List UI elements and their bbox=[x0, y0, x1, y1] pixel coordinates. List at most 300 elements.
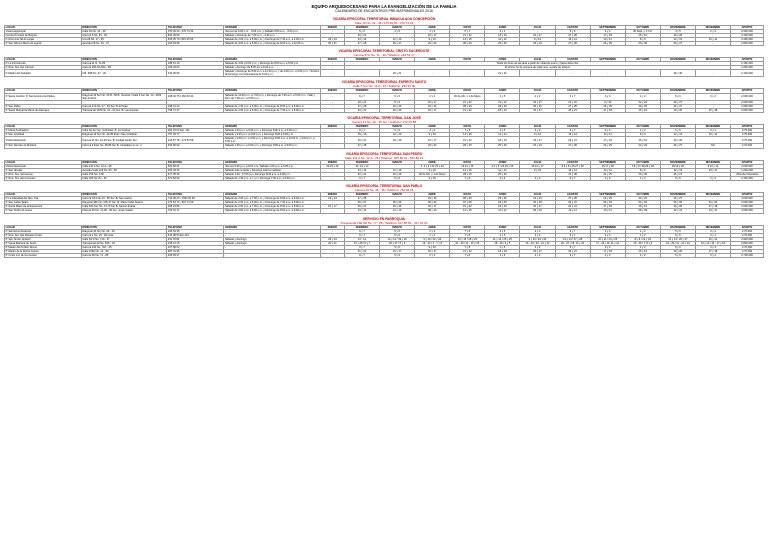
table-cell: - bbox=[320, 133, 344, 137]
table-cell: 15 - 29 / 7, 8 y 9 bbox=[625, 241, 660, 245]
table-cell: Sábado 1:45 p.m. a 6:00 p.m. y Domingo 8:00 a.m. a 5:00 p.m. bbox=[224, 144, 321, 148]
table-cell: 8 y 9 bbox=[625, 168, 660, 172]
table-cell: 26 y 27 bbox=[380, 41, 415, 45]
column-header: NOVIEMBRE bbox=[660, 57, 695, 61]
section-subtitle: Transversal 15E 8H No. 77 - 85 / Teléfono: 617 85 81 - 317 01 03 bbox=[340, 220, 428, 225]
column-header: MAYO bbox=[450, 57, 485, 61]
table-cell: 227 68 02 bbox=[167, 245, 224, 249]
table-cell: - bbox=[320, 176, 344, 180]
column-header: JUNIO bbox=[485, 57, 520, 61]
column-header: APORTE bbox=[731, 89, 764, 93]
table-cell: 14 y 15 bbox=[450, 209, 485, 213]
table-cell: 7 y 8 bbox=[450, 254, 485, 258]
table-cell: 2.70.000 bbox=[731, 144, 764, 148]
table-cell-span: El primer fin de semana de cada mes, a partir de febrero bbox=[344, 66, 730, 70]
column-header: OCTUBRE bbox=[625, 125, 660, 129]
column-header: OCTUBRE bbox=[625, 25, 660, 29]
table-cell: 462 56 92 bbox=[167, 144, 224, 148]
table-cell: 20 y 21 bbox=[555, 250, 590, 254]
column-header: AGOSTO bbox=[555, 225, 590, 229]
table-cell: 2.100.000 bbox=[731, 70, 764, 77]
column-header: FEBRERO bbox=[344, 225, 379, 229]
column-header: NOVIEMBRE bbox=[660, 25, 695, 29]
table-cell: 06 y 07 bbox=[555, 201, 590, 205]
column-header: ABRIL bbox=[415, 25, 450, 29]
table-row bbox=[5, 108, 764, 112]
table-cell: Calle 156 No 7H - 40 bbox=[81, 176, 167, 180]
table-cell: Carrera 17A No. 17 - 63 Sur. B. El Tejar bbox=[81, 104, 167, 108]
table-cell: 3.100.000 bbox=[731, 33, 764, 37]
table-cell: 03 y 04 bbox=[695, 201, 730, 205]
table-cell: Carrera 104 No. 71D - 25 bbox=[81, 245, 167, 249]
table-cell: 26 y 27 / 5 y 6 bbox=[380, 241, 415, 245]
table-cell: 10 y 11 bbox=[590, 209, 625, 213]
table-cell: Diagonal 30 Sur No. 26 - 16 bbox=[81, 229, 167, 233]
document-subtitle: CALENDARIO DE ENCUENTROS PRE-MATRIMONIALES 2016 bbox=[335, 9, 433, 13]
column-header: FEBRERO bbox=[344, 89, 379, 93]
table-cell: 25 y 26 bbox=[485, 197, 520, 201]
table-cell: 23 y 24 bbox=[520, 197, 555, 201]
table-cell: 27 y 28 bbox=[344, 144, 379, 148]
table-cell: 30 y 31 bbox=[520, 104, 555, 108]
table-cell: 13 y 14 bbox=[344, 37, 379, 41]
table-cell: 831 33 53 bbox=[167, 33, 224, 37]
table-cell: P. San Damián de Molokai bbox=[5, 144, 82, 148]
table-cell: 5 y 6 bbox=[660, 233, 695, 237]
table-cell: 5 y 6 bbox=[380, 93, 415, 100]
table-cell: 6 y 7 bbox=[344, 233, 379, 237]
table-cell: 17 y 18 bbox=[590, 205, 625, 209]
table-cell: 5 y 6 bbox=[380, 245, 415, 249]
table-cell: 20 y 21 bbox=[555, 108, 590, 112]
table-cell: - bbox=[320, 209, 344, 213]
table-cell: - bbox=[695, 41, 730, 45]
table-cell: - bbox=[380, 197, 415, 201]
table-cell: 3 y 4 bbox=[590, 254, 625, 258]
table-cell: 3.400.000 bbox=[731, 37, 764, 41]
column-header: JULIO bbox=[520, 160, 555, 164]
table-cell: 520 82 21 bbox=[167, 164, 224, 168]
table-cell: 3.000.000 bbox=[731, 108, 764, 112]
table-cell: 3 y 4 bbox=[695, 254, 730, 258]
table-cell: 9 y 10 bbox=[415, 37, 450, 41]
column-header: HORARIO bbox=[224, 125, 321, 129]
table-cell: 20 y 21 bbox=[344, 137, 379, 144]
column-header: OCTUBRE bbox=[625, 193, 660, 197]
table-cell: 6 y 7 bbox=[555, 233, 590, 237]
table-cell: - bbox=[320, 254, 344, 258]
table-cell: 19 y 20 bbox=[660, 108, 695, 112]
table-cell: Carrera 36 No. 17-09 - 36 Sur. Jorge Gaitán bbox=[81, 209, 167, 213]
table-cell: 2 y 3 bbox=[520, 254, 555, 258]
column-header: ENERO bbox=[320, 57, 344, 61]
table-cell: 12 y 13 / 26 y 27 bbox=[660, 237, 695, 241]
table-cell: 27 y 28 bbox=[555, 33, 590, 37]
table-cell: Comité Primado de Bogotá bbox=[5, 33, 82, 37]
column-header: AGOSTO bbox=[555, 57, 590, 61]
column-header: AGOSTO bbox=[555, 25, 590, 29]
vicaria-section bbox=[4, 17, 764, 46]
column-header: JUNIO bbox=[485, 89, 520, 93]
table-cell: 17 y 18 bbox=[695, 250, 730, 254]
table-cell: 25 y 26 bbox=[485, 172, 520, 176]
table-cell: 1 y 2 bbox=[625, 233, 660, 237]
table-cell: 315 14 15 bbox=[167, 241, 224, 245]
table-cell: 15 y 16 bbox=[625, 33, 660, 37]
table-cell: Calle 138A No. 12 - 50 bbox=[81, 250, 167, 254]
table-cell: 16 - 23 / 20 - 21 y 22 bbox=[520, 241, 555, 245]
table-cell: 5 y 6 bbox=[380, 176, 415, 180]
column-header: APORTE bbox=[731, 160, 764, 164]
table-cell: Viernes de 6:30 p.m. - 9:00 p.m. y Sábado 8:00 a.m. - 6:00 p.m. bbox=[224, 29, 321, 33]
table-cell: 2 y 3 bbox=[520, 129, 555, 133]
table-cell: Sábado 2:00 p.m. a 6:00 p.m. y Domingo 8:00 a.m. a 6:00 p.m. bbox=[224, 129, 321, 133]
sections-container bbox=[4, 17, 764, 259]
table-cell: 5 y 6 bbox=[380, 129, 415, 133]
document-title: EQUIPO ARQUIDIOCESANO PARA LA EVANGELIZACIÓN DE LA FAMILIA bbox=[311, 4, 457, 9]
column-header: ABRIL bbox=[415, 193, 450, 197]
table-cell: 9 y 10 bbox=[415, 168, 450, 172]
column-header: DICIEMBRE bbox=[695, 57, 730, 61]
table-cell: Calle 153 No. A 50 bbox=[81, 172, 167, 176]
column-header: APORTE bbox=[731, 125, 764, 129]
table-cell: 298 23 86 bbox=[167, 205, 224, 209]
table-cell: 23 y 24 bbox=[520, 144, 555, 148]
table-cell: 249 33 64 bbox=[167, 66, 224, 70]
table-cell: 2.900.000 bbox=[731, 104, 764, 108]
table-cell: 23 y 24 bbox=[320, 37, 344, 41]
table-cell: 27 y 28 bbox=[344, 104, 379, 108]
table-cell: 2.75.000 bbox=[731, 133, 764, 137]
table-cell: 16 y 17 bbox=[520, 137, 555, 144]
table-cell: - bbox=[320, 168, 344, 172]
table-cell: 2.150.000 bbox=[731, 62, 764, 66]
column-header: MAYO bbox=[450, 125, 485, 129]
column-header: OCTUBRE bbox=[625, 89, 660, 93]
table-cell: 21 - 29 / 11 - 12 y 15 bbox=[450, 241, 485, 245]
table-cell: 10 y 11 / 24 y 25 bbox=[590, 237, 625, 241]
table-cell: P. San Pablo bbox=[5, 104, 82, 108]
table-cell: 435 93 47 bbox=[167, 254, 224, 258]
column-header: HORARIO bbox=[224, 160, 321, 164]
table-cell: 2 y 3 bbox=[415, 229, 450, 233]
column-header: APORTE bbox=[731, 193, 764, 197]
column-header: LUGAR bbox=[5, 125, 82, 129]
table-cell: 15,16 y 17 bbox=[520, 164, 555, 168]
column-header: HORARIO bbox=[224, 225, 321, 229]
table-cell: P. Ntra. Sra. del Campo bbox=[5, 172, 82, 176]
table-cell: 8 y 9 bbox=[380, 100, 415, 104]
table-cell: 29 y 30 bbox=[660, 70, 695, 77]
table-cell: 21 y 22 bbox=[450, 108, 485, 112]
table-cell: 9 y 10 / 23 y 24 bbox=[520, 237, 555, 241]
table-cell: 24 y 25 bbox=[590, 172, 625, 176]
table-cell: 28 y 29 bbox=[450, 41, 485, 45]
column-header: ENERO bbox=[320, 89, 344, 93]
section-subtitle: Calle 6 Sur No. 14-A - 15 / Teléfono: 233 91 00 bbox=[352, 84, 416, 89]
table-cell: Calle 40 Sur No. 4-26 Este. B. La Victoria bbox=[81, 129, 167, 133]
table-cell: 6 y 7 bbox=[344, 245, 379, 249]
table-cell: Sábado de 2:00 p.m. a 6:00 p.m. y Domingo de 7:00 a.m. a 6:00 p.m. bbox=[224, 108, 321, 112]
table-cell: - bbox=[590, 70, 625, 77]
column-header: APORTE bbox=[731, 25, 764, 29]
column-header: MAYO bbox=[450, 160, 485, 164]
section-title: VICARÍA EPISCOPAL TERRITORIAL SAN PABLO bbox=[345, 184, 423, 189]
column-header: LUGAR bbox=[5, 193, 82, 197]
table-cell: Calle 63 D No. 71A - 37 bbox=[81, 237, 167, 241]
table-cell: 15 y 16 bbox=[625, 108, 660, 112]
column-header: DICIEMBRE bbox=[695, 89, 730, 93]
table-cell: P. María Auxiliadora bbox=[5, 129, 82, 133]
table-cell: 1.200.000 bbox=[731, 168, 764, 172]
table-cell: P. Ntra. Sra. Del Rosario (Cota) bbox=[5, 233, 82, 237]
table-cell: Sábado y 3:00 p.m. a 6:00 p.m. y Domingo 8:00 a 6:00 p.m. bbox=[224, 133, 321, 137]
table-cell: 3 y 4 bbox=[695, 176, 730, 180]
table-cell: - bbox=[320, 93, 344, 100]
column-header: SEPTIEMBRE bbox=[590, 225, 625, 229]
table-cell: 7 y 8 bbox=[450, 245, 485, 249]
column-header: SEPTIEMBRE bbox=[590, 125, 625, 129]
table-cell: 13 - 14 bbox=[344, 237, 379, 241]
table-cell: 17 y 18 bbox=[590, 108, 625, 112]
table-cell: - bbox=[625, 70, 660, 77]
column-header: HORARIO bbox=[224, 57, 321, 61]
schedule-table bbox=[4, 192, 764, 213]
table-cell: 2.250.000 bbox=[731, 66, 764, 70]
schedule-table bbox=[4, 25, 764, 46]
column-header: DIRECCIÓN bbox=[81, 225, 167, 229]
table-cell: P. Santísimo Redentor bbox=[5, 229, 82, 233]
table-cell: 20 y 21 bbox=[344, 205, 379, 209]
table-cell: 19 y 20 bbox=[660, 250, 695, 254]
table-cell: 2.900.000 bbox=[731, 237, 764, 241]
table-cell: - bbox=[320, 245, 344, 249]
table-cell: 16,17 y 18 bbox=[590, 164, 625, 168]
table-cell: 14 y 15 bbox=[450, 168, 485, 172]
table-cell: 238 41 24 bbox=[167, 104, 224, 108]
table-cell: 671 84 90 bbox=[167, 176, 224, 180]
column-header: MARZO bbox=[380, 160, 415, 164]
table-cell: P. Madre de la Divina Gracia bbox=[5, 250, 82, 254]
table-cell: 20 y 21 bbox=[344, 100, 379, 104]
table-cell: 27 y 28 bbox=[344, 41, 379, 45]
table-cell: 10 y 11 bbox=[590, 37, 625, 41]
column-header: ENERO bbox=[320, 225, 344, 229]
table-cell: Vicaría Episcopal bbox=[5, 137, 82, 144]
table-cell: - bbox=[520, 172, 555, 176]
table-cell: 5 y 6 bbox=[660, 93, 695, 100]
column-header: OCTUBRE bbox=[625, 225, 660, 229]
table-cell: 2 y 3 bbox=[695, 29, 730, 33]
table-cell: Sábado y Domingo de 7:00 a.m. - 2:30 p.m. bbox=[224, 33, 321, 37]
table-cell: 677 35 46 bbox=[167, 172, 224, 176]
table-cell: - bbox=[695, 33, 730, 37]
table-cell: 2.000.000 bbox=[731, 164, 764, 168]
table-cell: 23 y 24 bbox=[415, 41, 450, 45]
table-cell: Sábado y domingo de 8:00 am a 6:00 p.m. bbox=[224, 66, 321, 70]
table-cell: 23 y 24 bbox=[320, 197, 344, 201]
table-cell: 30 de Abr. y 1 de Mayo bbox=[450, 93, 485, 100]
table-cell: 2.150.000 bbox=[731, 176, 764, 180]
column-header: SEPTIEMBRE bbox=[590, 57, 625, 61]
column-header: MARZO bbox=[380, 193, 415, 197]
column-header: NOVIEMBRE bbox=[660, 89, 695, 93]
table-cell: Sábado de 2:00 p.m. a 6:00 p.m. y Domingo de 7:30 a.m. a 2:30 p.m. bbox=[224, 37, 321, 41]
table-cell: 3 y 4 bbox=[590, 245, 625, 249]
table-cell: - bbox=[695, 70, 730, 77]
table-cell: 21 y 22 bbox=[450, 250, 485, 254]
table-cell: 16 y 17 bbox=[415, 137, 450, 144]
table-cell: 26 y 27 bbox=[660, 100, 695, 104]
section-subtitle: Carrera 29 No. 45 - 45 / Teléfono: 764 02 06 bbox=[354, 188, 414, 193]
table-row bbox=[5, 93, 764, 100]
table-cell: 13 y 14 bbox=[555, 37, 590, 41]
column-header: JUNIO bbox=[485, 160, 520, 164]
table-cell: Calle 19 No. 32 - 46 bbox=[81, 29, 167, 33]
table-cell: Transversal 40 No. 60D - 43 bbox=[81, 241, 167, 245]
table-cell: 26 y 27 bbox=[660, 144, 695, 148]
table-cell: 2.70.000 bbox=[731, 250, 764, 254]
table-cell: 12 y 13 bbox=[660, 133, 695, 137]
table-cell: 27 y 28 bbox=[555, 197, 590, 201]
table-cell: 16 y 17 bbox=[520, 205, 555, 209]
table-cell: 238 03 75 / 366 80 40 bbox=[167, 93, 224, 100]
table-cell: 14 y 15 / 28 y 29 bbox=[450, 237, 485, 241]
table-cell: 5 y 6 bbox=[660, 254, 695, 258]
table-cell: - bbox=[695, 172, 730, 176]
table-cell: 5 y 6 bbox=[380, 233, 415, 237]
table-cell: 12 y 13 bbox=[660, 37, 695, 41]
table-cell: 21 y 22 bbox=[485, 70, 520, 77]
column-header: ENERO bbox=[320, 193, 344, 197]
table-cell: 2 y 3 bbox=[415, 254, 450, 258]
table-cell: 3 y 4 bbox=[590, 176, 625, 180]
section-subtitle: Carrera 27C No. 71 - 30 / Teléfono: 240 51 17 bbox=[353, 52, 415, 57]
table-cell: Sábado de 1:30 p.m. a 6:00 p.m. y Domingo de 8:00 a.m. a 5:00 p.m. bbox=[224, 104, 321, 108]
table-cell: 10 y 11 bbox=[695, 209, 730, 213]
table-cell: 7 y 8 bbox=[450, 129, 485, 133]
column-header: ENERO bbox=[320, 125, 344, 129]
table-cell: P. Santa Margarita María de Alacoque bbox=[5, 108, 82, 112]
table-cell: P. Cristo Luz de los Gentes bbox=[5, 254, 82, 258]
vicaria-section bbox=[4, 184, 764, 213]
column-header: SEPTIEMBRE bbox=[590, 89, 625, 93]
table-cell: 714 28 23 - 7063 62 63 bbox=[167, 197, 224, 201]
table-cell: - bbox=[415, 70, 450, 77]
table-cell: - bbox=[695, 104, 730, 108]
table-cell: 3 y 4 bbox=[695, 129, 730, 133]
section-title: VICARÍA EPISCOPAL TERRITORIAL INMACULADA CONCEPCIÓN bbox=[332, 16, 436, 21]
table-cell: Carrera 1 No. 15 - 93 Cota bbox=[81, 233, 167, 237]
table-cell: Sábado de 2:00 p.m. a 7:00 p.m. y Domingo de 8:00 a.m. a 5:00 p.m. bbox=[224, 205, 321, 209]
table-cell: Sábado y Domingo de 8:00 a.m. a 12:30 p.m. y de 2:00 p.m. a 6:00 p.m. / Tercera di Domingo con la Eucaristía de 5:00 p.m. bbox=[224, 70, 319, 77]
table-cell: 27 y 28 bbox=[555, 172, 590, 176]
table-cell: - bbox=[380, 164, 415, 168]
table-cell: Diagonal 36F No. 105-17 Sur. B. Marco Fidel Suárez bbox=[81, 201, 167, 205]
section-title: VICARÍA EPISCOPAL TERRITORIAL CRISTO SACERDOTE bbox=[338, 48, 430, 53]
column-header: FEBRERO bbox=[344, 193, 379, 197]
table-cell: 17 y 18 bbox=[590, 33, 625, 37]
table-cell: - bbox=[224, 254, 321, 258]
column-header: DIRECCIÓN bbox=[81, 57, 167, 61]
table-cell: 16 y 17 bbox=[520, 100, 555, 104]
schedule-table bbox=[4, 88, 764, 113]
table-cell: 03 y 04 bbox=[590, 201, 625, 205]
table-cell: 17 y 18 bbox=[590, 137, 625, 144]
table-cell: 13 y 14 bbox=[555, 133, 590, 137]
table-cell: 6 y 7 bbox=[555, 229, 590, 233]
table-cell: Avenida 28 No. 39 - 37 bbox=[81, 41, 167, 45]
table-cell: P. Santa María de la Esperanza bbox=[5, 205, 82, 209]
table-row bbox=[5, 144, 764, 148]
table-cell: - bbox=[320, 104, 344, 108]
table-cell: NO bbox=[695, 144, 730, 148]
table-cell: 3 y 4 bbox=[695, 93, 730, 100]
table-cell: 20 y 21 bbox=[555, 205, 590, 209]
table-cell: Carrera 28A No.65A - 59 bbox=[81, 66, 167, 70]
table-cell: 21 y 22 bbox=[450, 100, 485, 104]
table-cell: P. San Simón Apóstol bbox=[5, 237, 82, 241]
table-cell: Vicaría Episcopal bbox=[5, 29, 82, 33]
column-header: MAYO bbox=[450, 225, 485, 229]
table-cell: 6 y 7 bbox=[344, 176, 379, 180]
column-header: AGOSTO bbox=[555, 89, 590, 93]
table-row bbox=[5, 209, 764, 213]
table-cell: Sábado de 2:00 p.m. a 7:00 p.m. y Domingo de 8:00 a.m. a 6:00 p.m. bbox=[224, 197, 321, 201]
table-cell: 4 y 5 bbox=[485, 229, 520, 233]
table-cell: - bbox=[520, 70, 555, 77]
table-cell: 1, 2 y 3 / 22,23 y 24 bbox=[415, 164, 450, 168]
table-cell: 28 y 29 bbox=[450, 104, 485, 108]
table-cell: Sábado de 9:00 a.m. a 5:00 p.m. y Domingo de 8:00 a.m. a 12:00 m. bbox=[224, 41, 321, 45]
table-cell: 20 y 21 bbox=[344, 33, 379, 37]
table-cell: - bbox=[224, 245, 321, 249]
column-header: MARZO bbox=[380, 125, 415, 129]
table-cell: 27 y 28 bbox=[555, 41, 590, 45]
table-cell: - bbox=[224, 250, 321, 254]
column-header: NOVIEMBRE bbox=[660, 125, 695, 129]
table-cell: 6 y 7 bbox=[555, 254, 590, 258]
table-cell: - bbox=[520, 29, 555, 33]
table-cell: 28 y 29 bbox=[450, 144, 485, 148]
table-cell: 7 y 8 bbox=[450, 233, 485, 237]
column-header: JUNIO bbox=[485, 25, 520, 29]
table-cell: P. Santa Cecilia / P. San Antonio de Padua bbox=[5, 93, 82, 100]
table-cell: - bbox=[695, 197, 730, 201]
table-cell: 5 y 6 bbox=[344, 29, 379, 33]
table-cell: P. Ntra. Sra. Del Carmen bbox=[5, 66, 82, 70]
table-cell: 5 y 6 bbox=[660, 176, 695, 180]
table-cell: 24 y 25 bbox=[590, 197, 625, 201]
table-cell: 15 y 16 bbox=[625, 137, 660, 144]
table-cell: Sábado y 2:00 p.m. a 6:00 p.m. y Domingo 8:00 a.m. a 12:00 m. y 2:00 p.m. a 6:00 p.m. bbox=[224, 137, 321, 144]
table-cell: 3 y 4 bbox=[590, 93, 625, 100]
table-cell: 6 y 7 bbox=[344, 129, 379, 133]
table-cell: Sábado de 3:00 a 6:00 p.m. y Domingo de 8:00 a.m. a 5:00 p.m. bbox=[224, 62, 321, 66]
column-header: MAYO bbox=[450, 89, 485, 93]
vicaria-section bbox=[4, 116, 764, 149]
column-header: JULIO bbox=[520, 225, 555, 229]
column-header: LUGAR bbox=[5, 89, 82, 93]
table-cell: 12 y 13 bbox=[380, 209, 415, 213]
table-cell: 610 08 50 Ext.113 bbox=[167, 233, 224, 237]
table-cell: 1 y 2 bbox=[625, 254, 660, 258]
table-cell: 310 45 56 bbox=[167, 70, 224, 77]
table-cell: 4 y 5 bbox=[485, 176, 520, 180]
table-cell: 2.800.000 bbox=[731, 241, 764, 245]
table-cell: 6 y 7 bbox=[555, 129, 590, 133]
column-header: MARZO bbox=[380, 225, 415, 229]
